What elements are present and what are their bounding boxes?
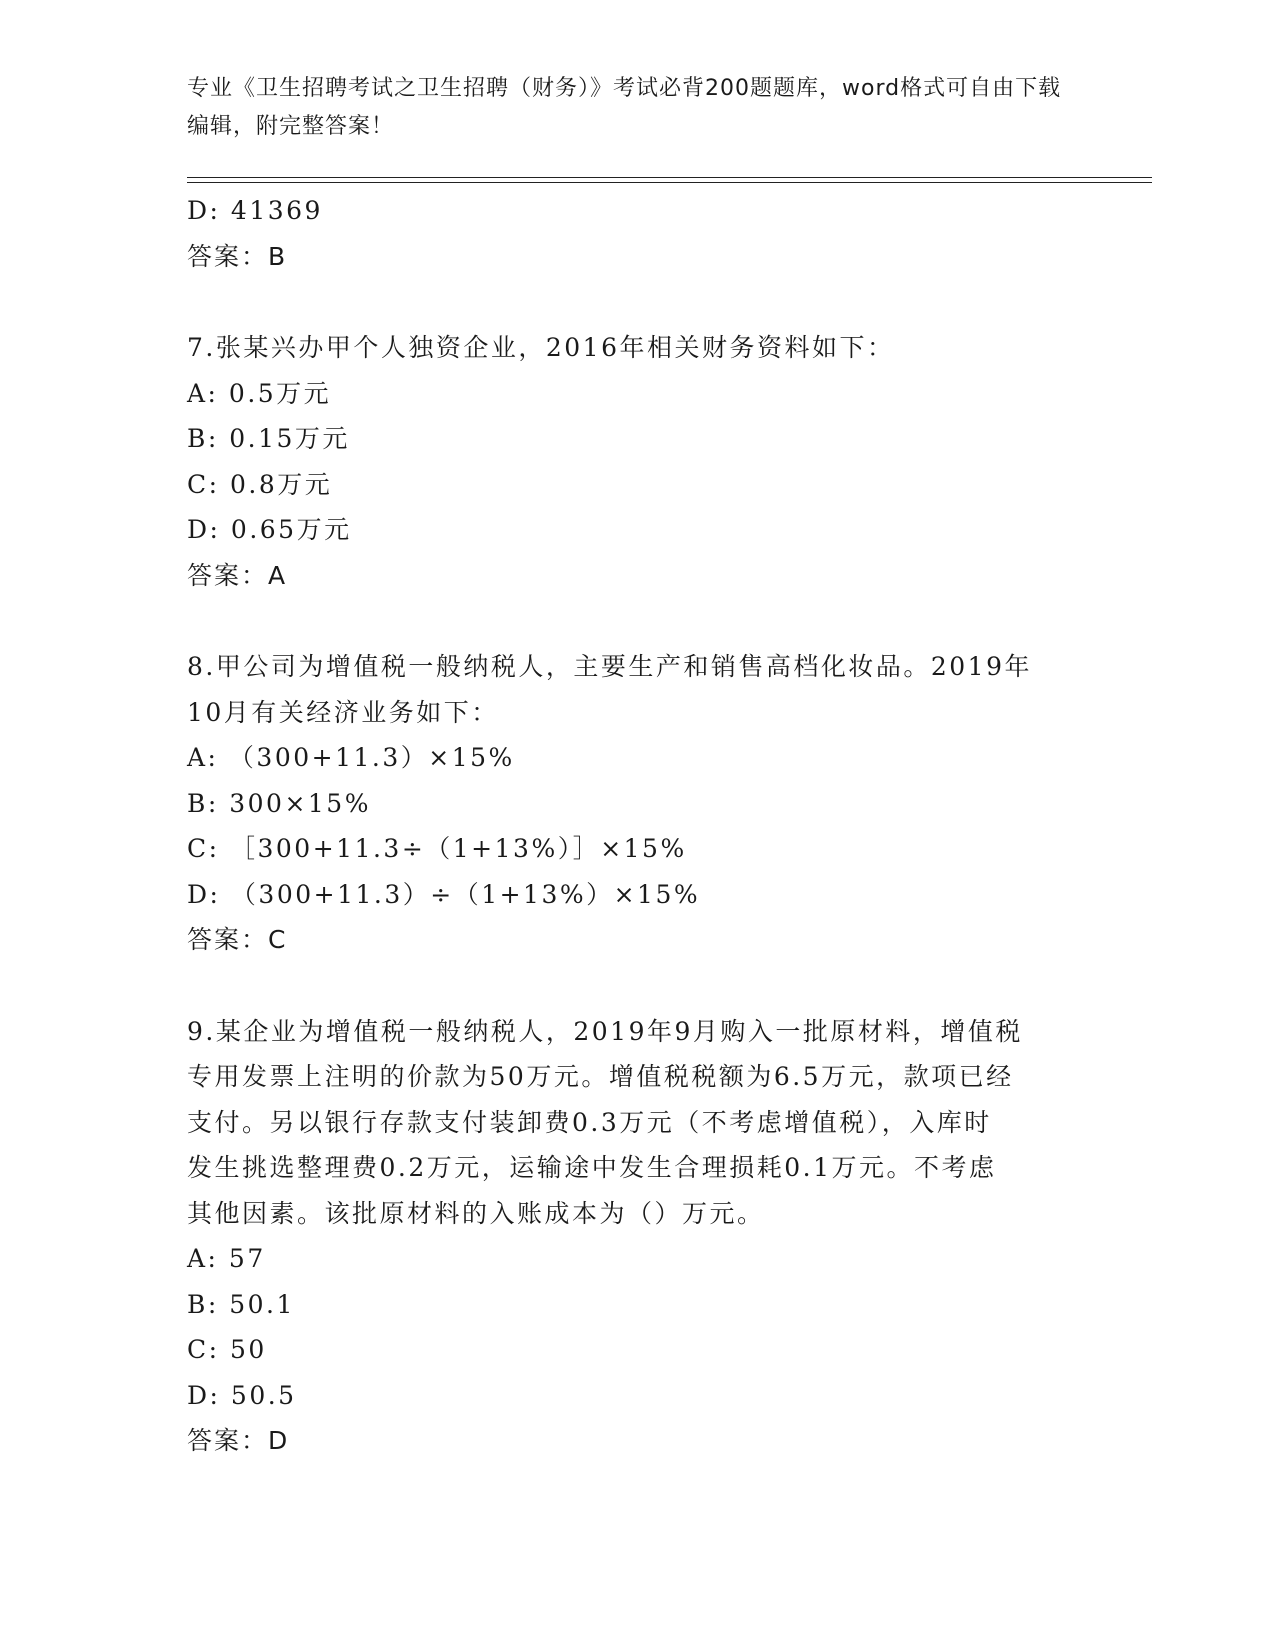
option-c: C: 50 xyxy=(187,1335,267,1364)
answer-line: 答案：B xyxy=(187,241,288,271)
question-block-8 xyxy=(187,644,1087,963)
option-a: A: （300+11.3）×15% xyxy=(187,743,515,772)
question-stem: 8.甲公司为增值税一般纳税人，主要生产和销售高档化妆品。2019年 xyxy=(187,652,1032,681)
question-stem: 支付。另以银行存款支付装卸费0.3万元（不考虑增值税），入库时 xyxy=(187,1107,992,1137)
header-rule-top xyxy=(187,177,1152,178)
option-c: C: 0.8万元 xyxy=(187,469,333,499)
question-stem: 10月有关经济业务如下： xyxy=(187,697,499,727)
option-d: D: 50.5 xyxy=(187,1380,297,1410)
option-d: D: 0.65万元 xyxy=(187,515,352,544)
question-stem: 7.张某兴办甲个人独资企业，2016年相关财务资料如下： xyxy=(187,333,895,362)
question-stem: 9.某企业为增值税一般纳税人，2019年9月购入一批原材料，增值税 xyxy=(187,1016,1023,1046)
spacer xyxy=(187,279,1087,325)
option-c: C: ［300+11.3÷（1+13%）］×15% xyxy=(187,834,687,863)
spacer xyxy=(187,598,1087,644)
document-header xyxy=(187,70,1067,146)
answer-line: 答案：C xyxy=(187,925,288,954)
option-d: D: 41369 xyxy=(187,196,323,225)
spacer xyxy=(187,963,1087,1009)
answer-line: 答案：A xyxy=(187,560,288,590)
option-a: A: 0.5万元 xyxy=(187,378,332,408)
option-b: B: 0.15万元 xyxy=(187,424,350,453)
header-title: 专业《卫生招聘考试之卫生招聘（财务）》考试必背200题题库，word格式可自由下载编辑，附完整答案！ xyxy=(187,76,1062,139)
question-block-9 xyxy=(187,1009,1087,1464)
question-block-6 xyxy=(187,188,1087,279)
option-d: D: （300+11.3）÷（1+13%）×15% xyxy=(187,879,701,909)
question-stem: 其他因素。该批原材料的入账成本为（）万元。 xyxy=(187,1198,765,1228)
option-b: B: 300×15% xyxy=(187,788,371,818)
answer-line: 答案：D xyxy=(187,1426,290,1455)
header-rule-bottom xyxy=(187,182,1152,183)
question-stem: 发生挑选整理费0.2万元，运输途中发生合理损耗0.1万元。不考虑 xyxy=(187,1153,997,1182)
question-block-7 xyxy=(187,325,1087,598)
option-a: A: 57 xyxy=(187,1244,266,1273)
question-stem: 专用发票上注明的价款为50万元。增值税税额为6.5万元，款项已经 xyxy=(187,1062,1014,1091)
option-b: B: 50.1 xyxy=(187,1289,295,1319)
document-body xyxy=(187,188,1087,1464)
